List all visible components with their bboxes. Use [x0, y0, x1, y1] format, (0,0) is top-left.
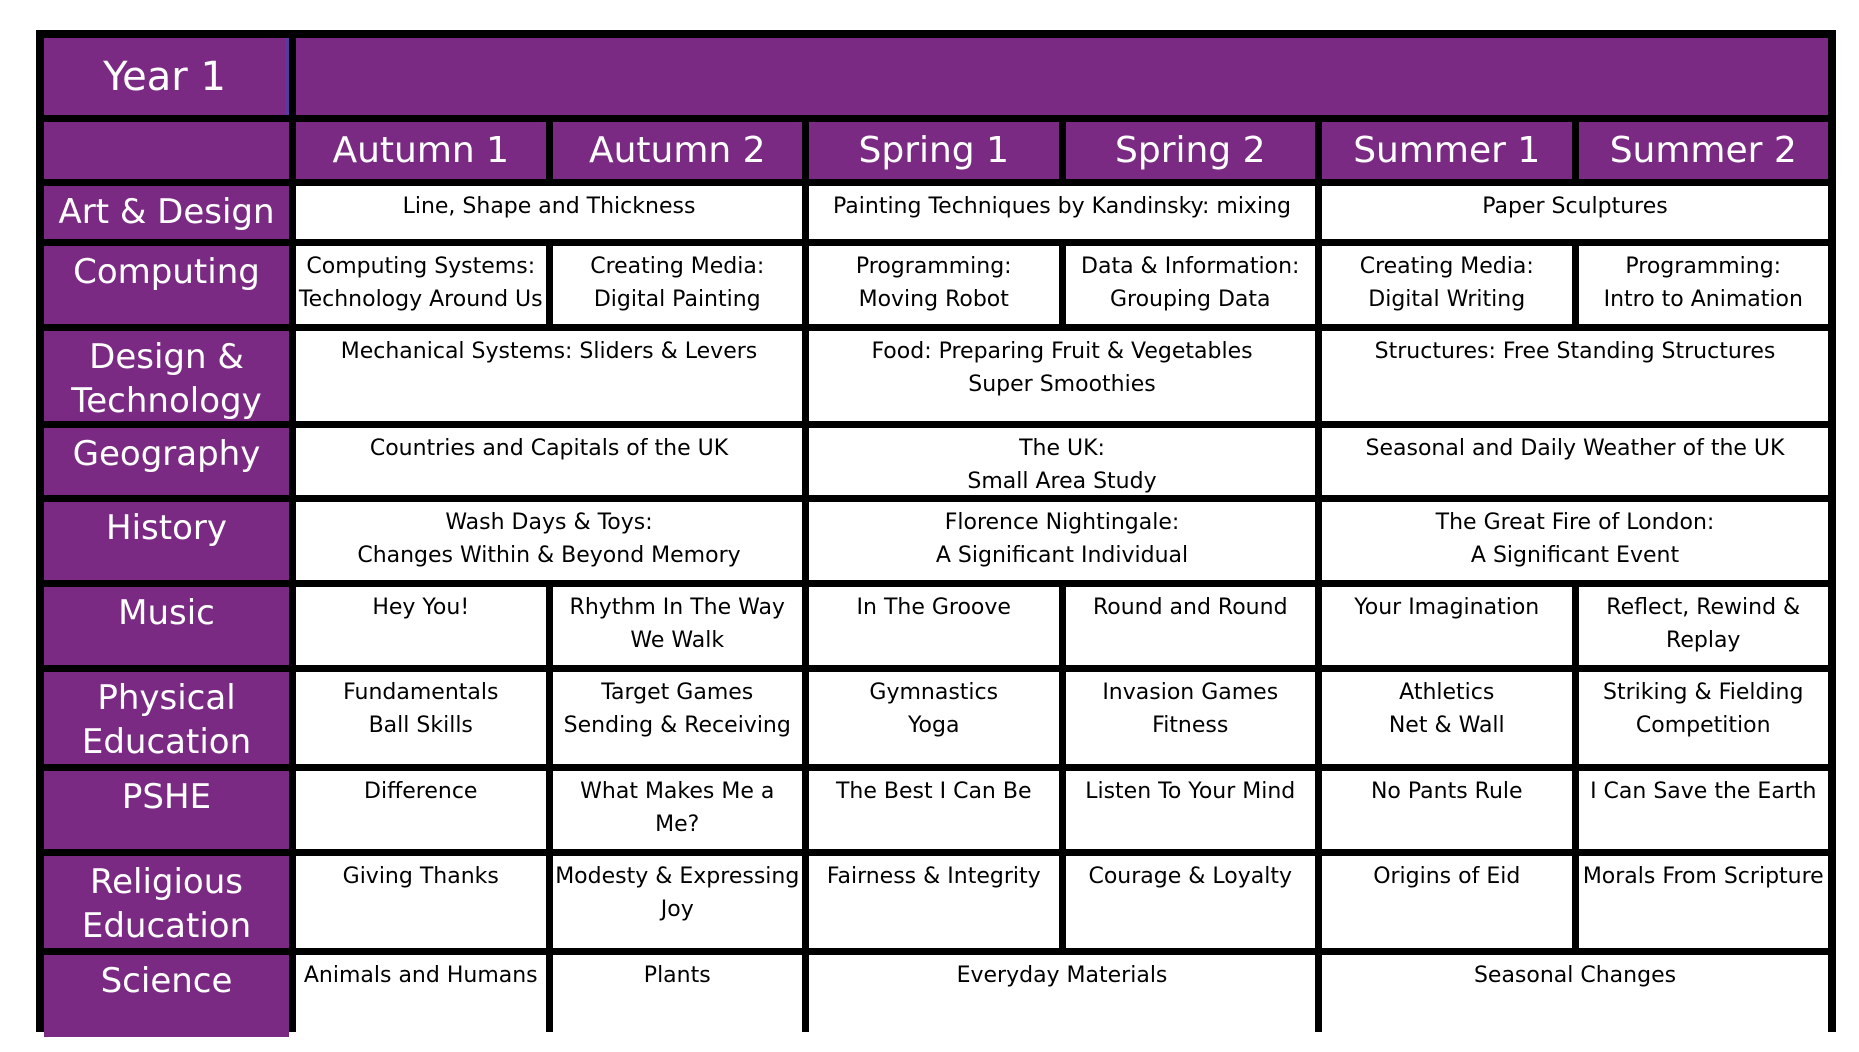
subject-name-line: PSHE: [121, 777, 212, 817]
unit-text-line: The Great Fire of London:: [1435, 510, 1715, 535]
subject-header-dt: [44, 331, 289, 421]
term-header-autumn-1: Autumn 1: [296, 122, 546, 179]
unit-text-line: I Can Save the Earth: [1590, 779, 1817, 804]
term-header-spring-1: Spring 1: [809, 122, 1059, 179]
unit-text-line: Seasonal and Daily Weather of the UK: [1365, 436, 1785, 461]
unit-cell-history: [296, 502, 802, 580]
unit-cell-geography: [1322, 428, 1828, 495]
unit-text-line: Competition: [1635, 713, 1771, 738]
unit-cell-pshe: [296, 771, 546, 849]
unit-text-line: The Best I Can Be: [835, 779, 1032, 804]
subject-name-line: Music: [118, 593, 215, 633]
unit-text-line: Structures: Free Standing Structures: [1374, 339, 1776, 364]
unit-text-line: Fitness: [1152, 713, 1229, 738]
unit-cell-computing: [1066, 246, 1316, 324]
unit-text-line: Computing Systems:: [306, 254, 536, 279]
unit-cell-art: [296, 186, 802, 239]
unit-text-line: Grouping Data: [1109, 287, 1271, 312]
unit-text-line: Mechanical Systems: Sliders & Levers: [340, 339, 758, 364]
unit-text-line: Me?: [655, 812, 700, 837]
unit-cell-computing: [1322, 246, 1572, 324]
unit-text-line: Wash Days & Toys:: [445, 510, 653, 535]
subject-name-line: Religious: [90, 862, 243, 902]
unit-cell-music: [553, 587, 803, 665]
unit-text-line: Courage & Loyalty: [1088, 864, 1293, 889]
subject-name-line: History: [106, 508, 227, 548]
unit-text-line: Round and Round: [1092, 595, 1288, 620]
curriculum-table: [36, 30, 1836, 1032]
unit-cell-science: [296, 955, 546, 1037]
subject-name-line: Art & Design: [58, 192, 275, 232]
unit-text-line: Data & Information:: [1081, 254, 1300, 279]
unit-text-line: Athletics: [1399, 680, 1495, 705]
subject-header-re: [44, 856, 289, 948]
unit-cell-music: [809, 587, 1059, 665]
unit-text-line: Small Area Study: [967, 469, 1157, 494]
unit-text-line: Animals and Humans: [303, 963, 538, 988]
subject-name-line: Physical: [97, 678, 236, 718]
unit-cell-pe: [1066, 672, 1316, 764]
unit-cell-re: [809, 856, 1059, 948]
unit-text-line: Painting Techniques by Kandinsky: mixing: [833, 194, 1291, 219]
unit-cell-history: [1322, 502, 1828, 580]
subject-header-pshe: [44, 771, 289, 849]
term-header-summer-1: Summer 1: [1322, 122, 1572, 179]
unit-text-line: Striking & Fielding: [1603, 680, 1804, 705]
unit-cell-re: [1066, 856, 1316, 948]
unit-text-line: Everyday Materials: [956, 963, 1168, 988]
subject-header-geography: [44, 428, 289, 495]
subject-header-history: [44, 502, 289, 580]
unit-cell-geography: [296, 428, 802, 495]
unit-text-line: Joy: [660, 897, 694, 922]
unit-cell-dt: [296, 331, 802, 421]
unit-cell-computing: [1579, 246, 1829, 324]
unit-cell-pe: [1322, 672, 1572, 764]
unit-text-line: A Significant Event: [1470, 543, 1680, 568]
subject-name-line: Geography: [72, 434, 261, 474]
unit-text-line: Ball Skills: [368, 713, 473, 738]
subject-header-science: [44, 955, 289, 1037]
unit-cell-computing: [809, 246, 1059, 324]
subject-name-line: Education: [81, 906, 252, 946]
unit-text-line: We Walk: [630, 628, 725, 653]
unit-cell-pe: [296, 672, 546, 764]
unit-cell-pshe: [1066, 771, 1316, 849]
unit-cell-music: [1579, 587, 1829, 665]
unit-text-line: Replay: [1666, 628, 1741, 653]
subject-name-line: Education: [81, 722, 252, 762]
unit-cell-art: [1322, 186, 1828, 239]
unit-text-line: Origins of Eid: [1373, 864, 1521, 889]
unit-text-line: Changes Within & Beyond Memory: [357, 543, 741, 568]
subject-header-computing: [44, 246, 289, 324]
subject-name-line: Computing: [73, 252, 260, 292]
unit-cell-science: [553, 955, 803, 1037]
unit-cell-re: [1579, 856, 1829, 948]
unit-text-line: Listen To Your Mind: [1085, 779, 1296, 804]
unit-cell-pshe: [553, 771, 803, 849]
unit-cell-pe: [553, 672, 803, 764]
unit-cell-computing: [553, 246, 803, 324]
unit-cell-re: [1322, 856, 1572, 948]
unit-cell-science: [1322, 955, 1828, 1037]
unit-cell-dt: [1322, 331, 1828, 421]
unit-text-line: Countries and Capitals of the UK: [369, 436, 729, 461]
unit-cell-art: [809, 186, 1315, 239]
unit-text-line: In The Groove: [856, 595, 1011, 620]
corner-header-cell: [44, 122, 289, 179]
unit-cell-music: [296, 587, 546, 665]
unit-text-line: Programming:: [855, 254, 1012, 279]
unit-text-line: Line, Shape and Thickness: [402, 194, 696, 219]
unit-cell-computing: [296, 246, 546, 324]
term-header-autumn-2: Autumn 2: [553, 122, 803, 179]
unit-cell-pe: [1579, 672, 1829, 764]
unit-text-line: Digital Writing: [1368, 287, 1526, 312]
unit-text-line: Fundamentals: [343, 680, 499, 705]
unit-text-line: Hey You!: [372, 595, 470, 620]
subject-name-line: Technology: [71, 381, 262, 421]
unit-text-line: What Makes Me a: [580, 779, 775, 804]
unit-text-line: Paper Sculptures: [1482, 194, 1668, 219]
unit-text-line: Rhythm In The Way: [569, 595, 785, 620]
unit-cell-pe: [809, 672, 1059, 764]
unit-text-line: Seasonal Changes: [1473, 963, 1677, 988]
unit-cell-history: [809, 502, 1315, 580]
unit-cell-pshe: [1322, 771, 1572, 849]
subject-name-line: Science: [100, 961, 233, 1001]
unit-text-line: Creating Media:: [590, 254, 765, 279]
unit-text-line: Plants: [643, 963, 711, 988]
unit-text-line: Giving Thanks: [342, 864, 499, 889]
term-header-summer-2: Summer 2: [1579, 122, 1829, 179]
unit-cell-music: [1066, 587, 1316, 665]
unit-text-line: Moving Robot: [858, 287, 1009, 312]
unit-text-line: Yoga: [908, 713, 960, 738]
unit-cell-re: [553, 856, 803, 948]
unit-text-line: Net & Wall: [1388, 713, 1505, 738]
unit-text-line: Super Smoothies: [968, 372, 1156, 397]
unit-text-line: Morals From Scripture: [1582, 864, 1824, 889]
unit-text-line: Technology Around Us: [298, 287, 543, 312]
unit-cell-re: [296, 856, 546, 948]
unit-text-line: Food: Preparing Fruit & Vegetables: [871, 339, 1253, 364]
unit-text-line: Sending & Receiving: [563, 713, 791, 738]
unit-text-line: Invasion Games: [1102, 680, 1279, 705]
unit-text-line: The UK:: [1019, 436, 1105, 461]
subject-header-music: [44, 587, 289, 665]
unit-text-line: Creating Media:: [1359, 254, 1534, 279]
year-title: Year 1: [44, 38, 289, 115]
unit-text-line: No Pants Rule: [1370, 779, 1523, 804]
unit-cell-geography: [809, 428, 1315, 495]
unit-text-line: Programming:: [1625, 254, 1782, 279]
unit-text-line: Intro to Animation: [1603, 287, 1803, 312]
unit-text-line: Target Games: [601, 680, 754, 705]
subject-header-art: [44, 186, 289, 239]
unit-text-line: Fairness & Integrity: [826, 864, 1041, 889]
unit-cell-music: [1322, 587, 1572, 665]
unit-cell-pshe: [1579, 771, 1829, 849]
unit-text-line: Florence Nightingale:: [944, 510, 1180, 535]
unit-text-line: Your Imagination: [1354, 595, 1540, 620]
unit-text-line: Difference: [364, 779, 478, 804]
unit-cell-pshe: [809, 771, 1059, 849]
title-band: [296, 38, 1828, 115]
unit-text-line: Gymnastics: [869, 680, 999, 705]
unit-cell-science: [809, 955, 1315, 1037]
unit-cell-dt: [809, 331, 1315, 421]
unit-text-line: A Significant Individual: [935, 543, 1189, 568]
unit-text-line: Modesty & Expressing: [555, 864, 800, 889]
subject-name-line: Design &: [89, 337, 244, 377]
unit-text-line: Reflect, Rewind &: [1606, 595, 1801, 620]
subject-header-pe: [44, 672, 289, 764]
unit-text-line: Digital Painting: [593, 287, 761, 312]
term-header-spring-2: Spring 2: [1066, 122, 1316, 179]
